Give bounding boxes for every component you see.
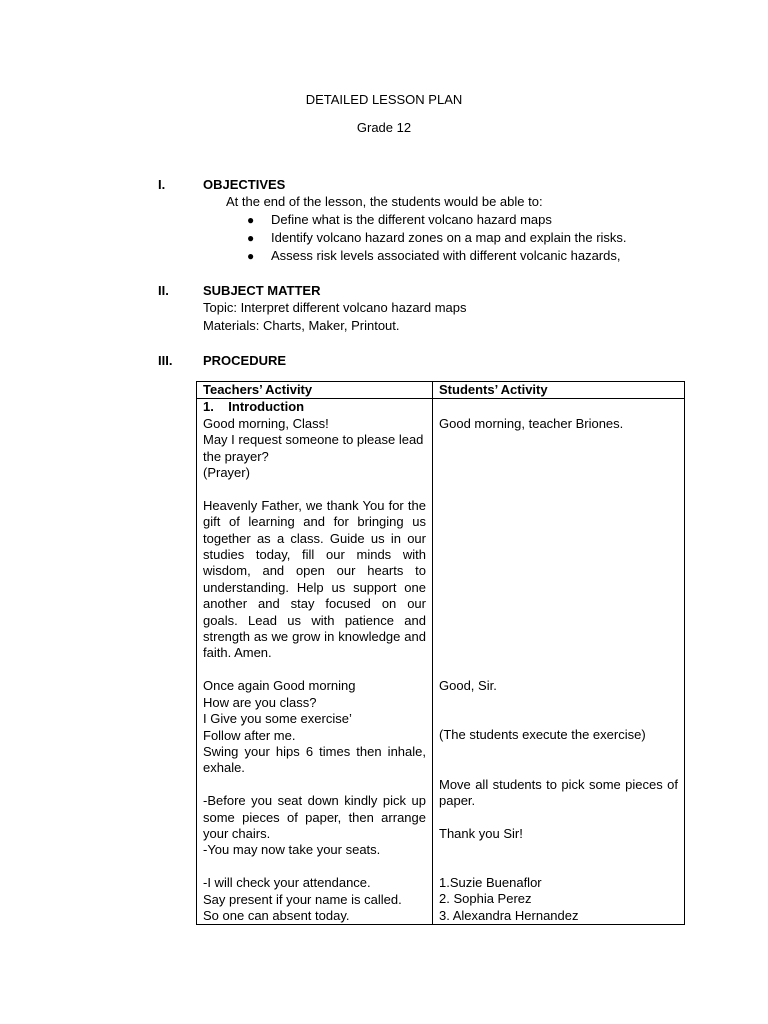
section-heading-subject-matter: SUBJECT MATTER (203, 283, 321, 298)
bullet-icon: ● (247, 213, 255, 227)
introduction-heading: 1. Introduction (203, 399, 305, 415)
student-activity-cell (433, 399, 685, 925)
spacer (203, 859, 426, 875)
section-numeral-subject-matter: II. (158, 283, 169, 298)
subject-topic: Topic: Interpret different volcano hazard maps (203, 300, 467, 315)
objectives-list (244, 211, 627, 265)
student-line: Move all students to pick some pieces of paper. (439, 776, 678, 809)
teacher-line: -I will check your attendance. (203, 875, 371, 891)
spacer (439, 809, 678, 825)
objectives-intro: At the end of the lesson, the students would be able to: (226, 194, 543, 209)
section-heading-procedure: PROCEDURE (203, 353, 287, 368)
objective-item: ● Identify volcano hazard zones on a map and explain the risks. (247, 230, 627, 245)
objective-item: ● Define what is the different volcano hazard maps (247, 212, 552, 227)
spacer (203, 777, 426, 793)
spacer (439, 399, 678, 415)
teacher-line: Follow after me. (203, 727, 296, 743)
student-line: 2. Sophia Perez (439, 891, 532, 907)
student-line: Thank you Sir! (439, 825, 523, 841)
teacher-line: (Prayer) (203, 465, 250, 481)
student-line: Good, Sir. (439, 678, 497, 694)
teacher-activity-header: Teachers’ Activity (197, 382, 433, 399)
procedure-table (196, 381, 685, 925)
spacer (203, 481, 426, 497)
table-header-row (197, 382, 685, 399)
prayer-text: Heavenly Father, we thank You for the gift of learning and for bringing us together as a class. Guide us in our studies today, fill our minds with wisdom, and open our hearts to understanding. Help us support one another and stay focused on our goals. Lead us with patience and strength as we grow in knowledge and faith. Amen. (203, 497, 426, 661)
bullet-icon: ● (247, 231, 255, 245)
student-line: (The students execute the exercise) (439, 727, 646, 743)
teacher-line: Say present if your name is called. (203, 891, 402, 907)
teacher-line: May I request someone to please lead the prayer? (203, 432, 424, 464)
grade-level: Grade 12 (356, 120, 412, 135)
student-line: 3. Alexandra Hernandez (439, 907, 579, 923)
spacer (439, 695, 678, 728)
section-heading-objectives: OBJECTIVES (203, 177, 286, 192)
spacer (439, 744, 678, 777)
teacher-line: -You may now take your seats. (203, 842, 381, 858)
teacher-line: Good morning, Class! (203, 415, 329, 431)
student-line: 1.Suzie Buenaflor (439, 875, 542, 891)
spacer (203, 662, 426, 678)
spacer (439, 432, 678, 678)
teacher-line: So one can absent today. (203, 907, 350, 923)
subject-materials: Materials: Charts, Maker, Printout. (203, 318, 400, 333)
teacher-activity-cell (197, 399, 433, 925)
teacher-line: Once again Good morning (203, 678, 356, 694)
spacer (439, 842, 678, 875)
teacher-line: I Give you some exercise’ (203, 711, 352, 727)
document-title: DETAILED LESSON PLAN (305, 92, 463, 107)
teacher-line: Swing your hips 6 times then inhale, exhale. (203, 743, 426, 776)
student-line: Good morning, teacher Briones. (439, 415, 624, 431)
table-row (197, 399, 685, 925)
bullet-icon: ● (247, 249, 255, 263)
teacher-line: -Before you seat down kindly pick up some pieces of paper, then arrange your chairs. (203, 793, 426, 841)
student-activity-header: Students’ Activity (433, 382, 685, 399)
objective-item: ● Assess risk levels associated with different volcanic hazards, (247, 248, 621, 263)
section-numeral-objectives: I. (158, 177, 166, 192)
section-numeral-procedure: III. (158, 353, 173, 368)
teacher-line: How are you class? (203, 694, 317, 710)
